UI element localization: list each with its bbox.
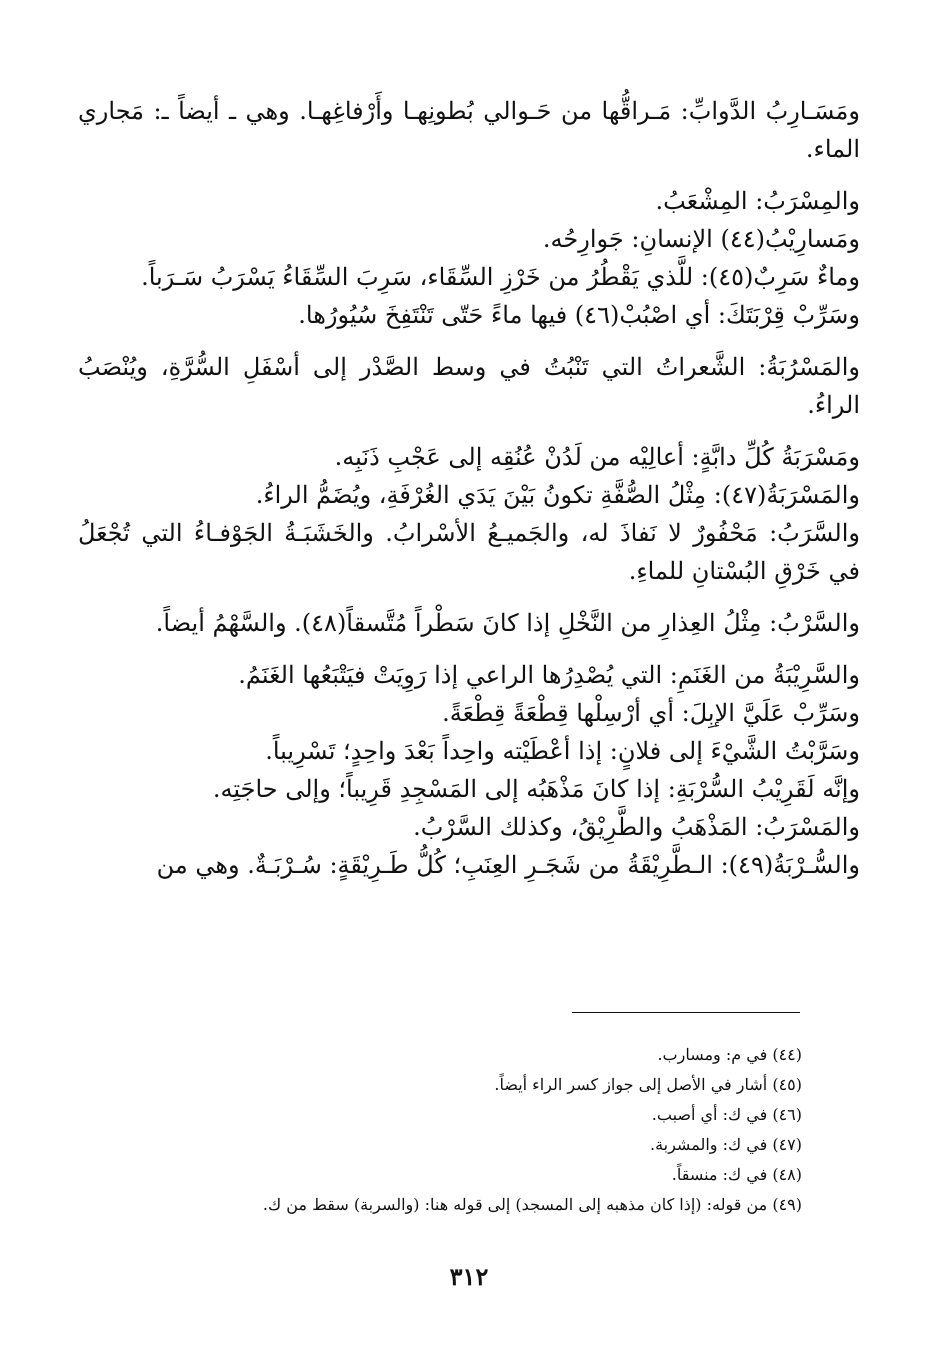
text-paragraph: والمَسْرَبُ: المَذْهَبُ والطَّرِيْقُ، وكذلك السَّرْبُ. [413, 813, 860, 841]
text-paragraph: ومَسارِيْبُ(٤٤) الإنسانِ: جَوارِحُه. [542, 225, 860, 253]
text-paragraph: والسَّرَبُ: مَحْفُورٌ لا نَفاذَ له، والجَميـعُ الأسْرابُ. والخَشَبَـةُ الجَوْفـاءُ التي تُجْعَلُ في خَرْقِ البُسْتانِ للماءِ. [78, 519, 860, 585]
text-paragraph: ومَسْرَبَةُ كُلِّ دابَّةٍ: أعالِيْه من لَدُنْ عُنُقِه إلى عَجْبِ ذَنَبِه. [334, 443, 860, 471]
footnote: (٤٦) في ك: أي أصبب. [651, 1105, 802, 1124]
text-paragraph: ومَسَـارِبُ الدَّوابِّ: مَـراقُّها من حَـوالي بُطونِهـا وأَرْفاغِهـا. وهي ـ أيضاً ـ: مَجاري الماء. [78, 97, 860, 163]
footnote: (٤٩) من قوله: (إذا كان مذهبه إلى المسجد) إلى قوله هنا: (والسربة) سقط من ك. [262, 1195, 802, 1214]
text-paragraph: وإنَّه لَقَرِيْبُ السُّرْبَةِ: إذا كانَ مَذْهَبُه إلى المَسْجِدِ قَرِيباً؛ وإلى حاجَتِه. [212, 775, 860, 803]
footnote: (٤٤) في م: ومسارب. [657, 1045, 802, 1064]
text-paragraph: وماءٌ سَرِبٌ(٤٥): للَّذي يَقْطُرُ من خَرْزِ السِّقَاء، سَرِبَ السِّقَاءُ يَسْرَبُ سَـرَباً. [141, 263, 860, 291]
text-paragraph: وسَرَّبْتُ الشَّيْءَ إلى فلانٍ: إذا أعْطَيْته واحِداً بَعْدَ واحِدٍ؛ تَسْرِيباً. [265, 737, 860, 765]
text-paragraph: والمَسْرَبَةُ(٤٧): مِثْلُ الصُّفَّةِ تكونُ بَيْنَ يَدَي الغُرْفَةِ، ويُضَمُّ الراءُ. [255, 481, 860, 509]
text-paragraph: والسَّرْبُ: مِثْلُ العِذارِ من النَّخْلِ إذا كانَ سَطْراً مُتَّسقاً(٤٨). والسَّهْمُ أيضاً. [155, 609, 860, 637]
footnote-separator [572, 1012, 800, 1013]
text-paragraph: وسَرِّبْ قِرْبَتَكَ: أي اصْبُبْ(٤٦) فيها ماءً حَتّى تَنْتَفِخَ سُيُورُها. [298, 301, 860, 329]
text-paragraph: والسَّرِيْبَةُ من الغَنَمِ: التي يُصْدِرُها الراعي إذا رَوِيَتْ فيَتْبَعُها الغَنَمُ. [238, 661, 860, 689]
footnote: (٤٧) في ك: والمشربة. [649, 1135, 802, 1154]
text-paragraph: والمِسْرَبُ: المِشْعَبُ. [655, 187, 860, 215]
text-paragraph: وسَرِّبْ عَلَيَّ الإبِلَ: أي أرْسِلْها قِطْعَةً قِطْعَةً. [442, 699, 860, 727]
footnotes-section [140, 1040, 802, 1220]
footnote: (٤٨) في ك: منسقاً. [671, 1165, 802, 1184]
main-text-body [78, 92, 860, 884]
footnote: (٤٥) أشار في الأصل إلى جواز كسر الراء أيضاً. [494, 1075, 802, 1094]
text-paragraph: والسُّـرْبَةُ(٤٩): الـطَّرِيْقَةُ من شَجَـرِ العِنَبِ؛ كُلُّ طَـرِيْقَةٍ: سُـرْبَـةٌ. وهي من [156, 851, 860, 879]
text-paragraph: والمَسْرُبَةُ: الشَّعراتُ التي تَنْبُتُ في وسط الصَّدْر إلى أسْفَلِ السُّرَّةِ، ويُنْصَبُ الراءُ. [78, 353, 860, 419]
page-number: ٣١٢ [449, 1262, 489, 1291]
